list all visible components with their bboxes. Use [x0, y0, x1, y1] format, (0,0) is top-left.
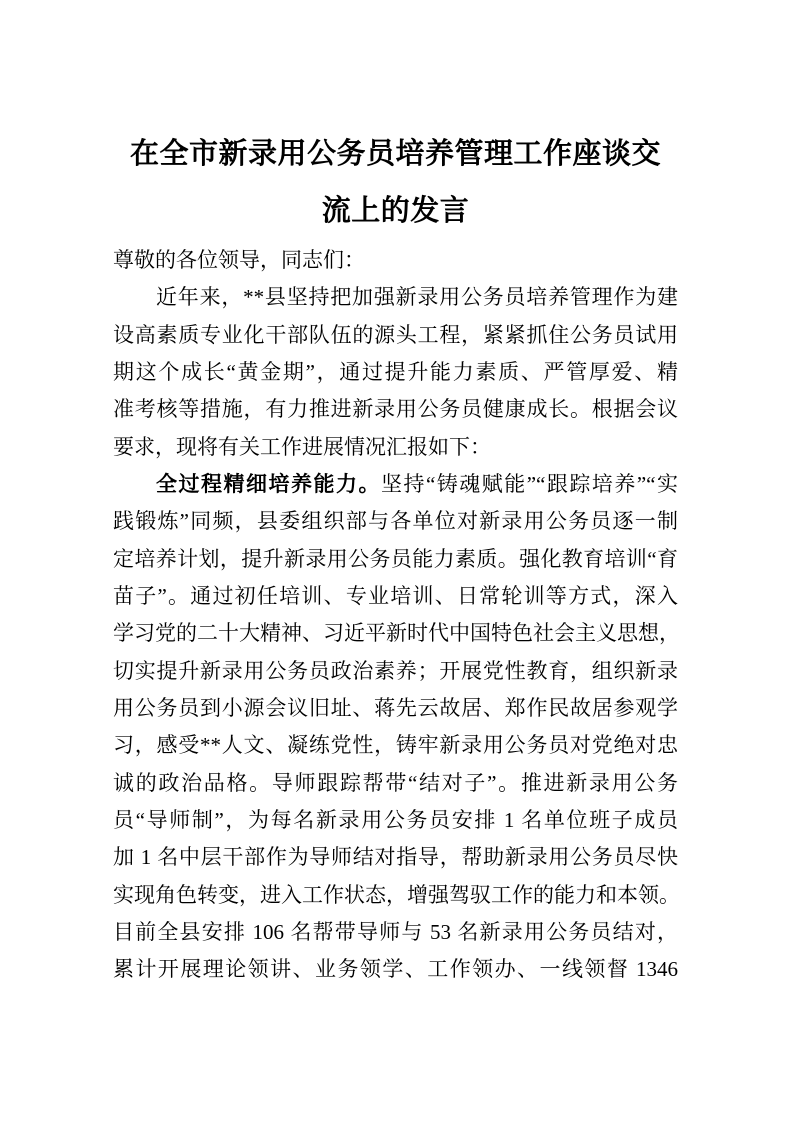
body-line [113, 466, 678, 503]
body-line [113, 615, 678, 652]
document-title-line2: 流上的发言 [321, 195, 470, 227]
text-segment: 加 1 名中层干部作为导师结对指导，帮助新录用公务员尽快 [113, 845, 678, 870]
text-segment: 实现角色转变，进入工作状态，增强驾驭工作的能力和本领。 [113, 882, 680, 907]
text-segment: 准考核等措施，有力推进新录用公务员健康成长。根据会议 [113, 397, 678, 422]
document-body [113, 242, 678, 989]
body-line [113, 242, 678, 279]
text-segment: 要求，现将有关工作进展情况汇报如下： [113, 434, 491, 459]
body-line [113, 317, 678, 354]
text-segment: 学习党的二十大精神、习近平新时代中国特色社会主义思想， [113, 621, 680, 646]
body-line [113, 279, 678, 316]
text-segment: 习，感受**人文、凝练党性，铸牢新录用公务员对党绝对忠 [113, 733, 678, 758]
text-segment: 设高素质专业化干部队伍的源头工程，紧紧抓住公务员试用 [113, 322, 678, 347]
body-line [113, 391, 678, 428]
body-line [113, 951, 678, 988]
bold-heading: 全过程精细培养能力。 [156, 472, 381, 496]
body-line [113, 578, 678, 615]
text-segment: 尊敬的各位领导，同志们： [113, 248, 365, 272]
text-segment: 用公务员到小源会议旧址、蒋先云故居、郑作民故居参观学 [113, 695, 678, 720]
body-line [113, 429, 678, 466]
body-line [113, 541, 678, 578]
text-segment: 切实提升新录用公务员政治素养；开展党性教育，组织新录 [113, 658, 678, 683]
document-title [113, 126, 678, 240]
text-segment: 近年来，**县坚持把加强新录用公务员培养管理作为建 [156, 285, 678, 310]
body-line [113, 765, 678, 802]
body-line [113, 653, 678, 690]
text-segment: 诚的政治品格。导师跟踪帮带“结对子”。推进新录用公务 [113, 770, 678, 795]
text-segment: 坚持“铸魂赋能”“跟踪培养”“实 [380, 471, 678, 496]
body-line [113, 503, 678, 540]
body-line [113, 877, 678, 914]
body-line [113, 914, 678, 951]
text-segment: 定培养计划，提升新录用公务员能力素质。强化教育培训“育 [113, 546, 678, 571]
body-line [113, 690, 678, 727]
text-segment: 苗子”。通过初任培训、专业培训、日常轮训等方式，深入 [113, 583, 678, 608]
body-line [113, 802, 678, 839]
text-segment: 累计开展理论领讲、业务领学、工作领办、一线领督 1346 [113, 957, 678, 982]
text-segment: 期这个成长“黄金期”，通过提升能力素质、严管厚爱、精 [113, 359, 678, 384]
text-segment: 员“导师制”，为每名新录用公务员安排 1 名单位班子成员 [113, 807, 678, 832]
text-segment: 目前全县安排 106 名帮带导师与 53 名新录用公务员结对， [113, 919, 678, 944]
document-title-line1: 在全市新录用公务员培养管理工作座谈交 [129, 138, 661, 170]
body-line [113, 839, 678, 876]
body-line [113, 354, 678, 391]
text-segment: 践锻炼”同频，县委组织部与各单位对新录用公务员逐一制 [113, 509, 678, 534]
body-line [113, 727, 678, 764]
